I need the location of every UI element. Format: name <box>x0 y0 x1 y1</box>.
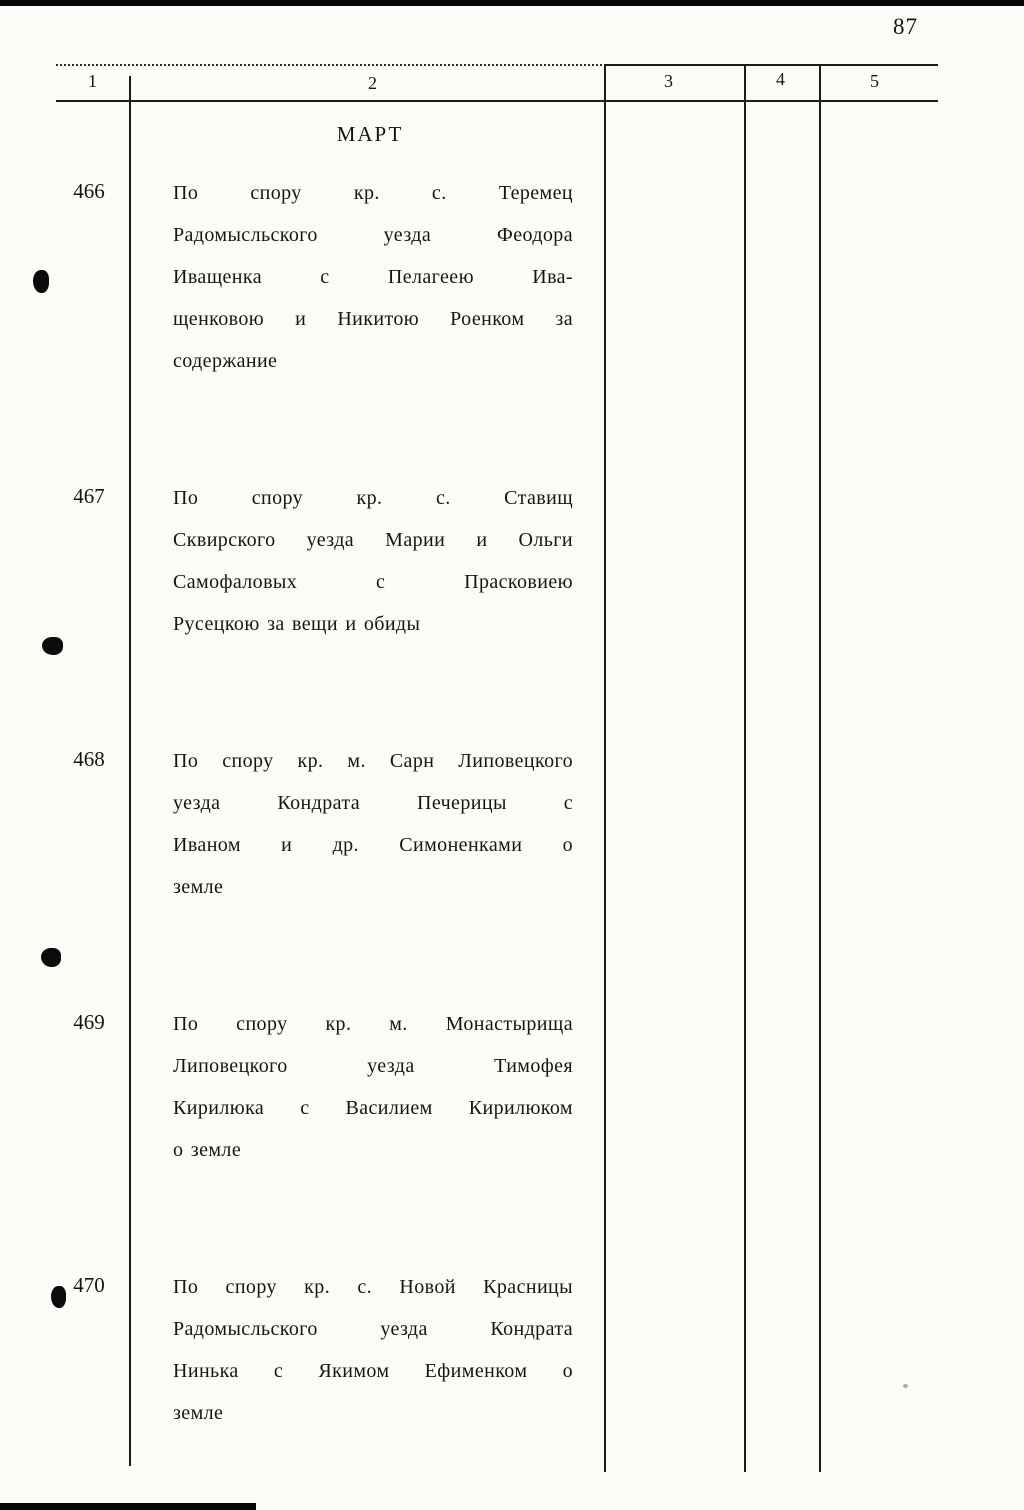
table-top-rule-right <box>604 64 938 66</box>
entry-text <box>173 172 573 382</box>
entry-text-line: По спору кр. м. Сарн Липовецкого <box>173 750 573 772</box>
column-header-3: 3 <box>664 71 673 91</box>
entry-number: 466 <box>73 179 105 203</box>
ink-blot <box>33 270 49 293</box>
ink-blot <box>51 1286 66 1308</box>
entry-text-line: содержание <box>173 350 278 372</box>
entry-text-line: По спору кр. м. Монастырища <box>173 1013 573 1035</box>
column-header-1: 1 <box>88 71 97 91</box>
entry-text-line: о земле <box>173 1139 242 1161</box>
entry-text <box>173 1266 573 1434</box>
entry-text-line: уезда Кондрата Печерицы с <box>173 792 573 814</box>
entry-number: 468 <box>73 747 105 771</box>
scan-speck <box>903 1384 908 1388</box>
entry-text <box>173 740 573 908</box>
entry-text-line: По спору кр. с. Новой Красницы <box>173 1276 573 1298</box>
header-underline <box>56 100 938 102</box>
entry-text-line: Радомысльского уезда Феодора <box>173 224 573 246</box>
entry-text-line: Радомысльского уезда Кондрата <box>173 1318 573 1340</box>
entry-number: 470 <box>73 1273 105 1297</box>
entry-text <box>173 1003 573 1171</box>
table-row <box>0 1266 1024 1434</box>
entry-text-line: По спору кр. с. Теремец <box>173 182 573 204</box>
page-number: 87 <box>893 14 918 39</box>
ink-blot <box>42 637 63 655</box>
entry-text-line: Кирилюка с Василием Кирилюком <box>173 1097 573 1119</box>
month-heading: МАРТ <box>336 122 404 146</box>
entry-text-line: щенковою и Никитою Роенком за <box>173 308 573 330</box>
entry-number: 467 <box>73 484 105 508</box>
table-row <box>0 172 1024 382</box>
entry-text-line: Самофаловых с Прасковиею <box>173 571 573 593</box>
ink-blot <box>41 948 61 967</box>
entry-text-line: земле <box>173 876 224 898</box>
entries <box>0 172 1024 1510</box>
entry-text-line: Иваном и др. Симоненками о <box>173 834 573 856</box>
entry-text-line: Нинька с Якимом Ефименком о <box>173 1360 573 1382</box>
table-top-rule-left <box>56 64 602 66</box>
entry-text-line: земле <box>173 1402 224 1424</box>
entry-text-line: Русецкою за вещи и обиды <box>173 613 421 635</box>
table-row <box>0 1003 1024 1171</box>
entry-text-line: По спору кр. с. Ставищ <box>173 487 573 509</box>
table-row <box>0 740 1024 908</box>
table-row <box>0 477 1024 645</box>
entry-text-line: Сквирского уезда Марии и Ольги <box>173 529 573 551</box>
column-header-2: 2 <box>368 73 377 93</box>
column-header-4: 4 <box>776 69 785 89</box>
entry-text <box>173 477 573 645</box>
entry-text-line: Липовецкого уезда Тимофея <box>173 1055 573 1077</box>
entry-number: 469 <box>73 1010 105 1034</box>
scan-edge-top <box>0 0 1024 6</box>
entry-text-line: Иващенка с Пелагеею Ива- <box>173 266 573 288</box>
column-header-5: 5 <box>870 71 879 91</box>
